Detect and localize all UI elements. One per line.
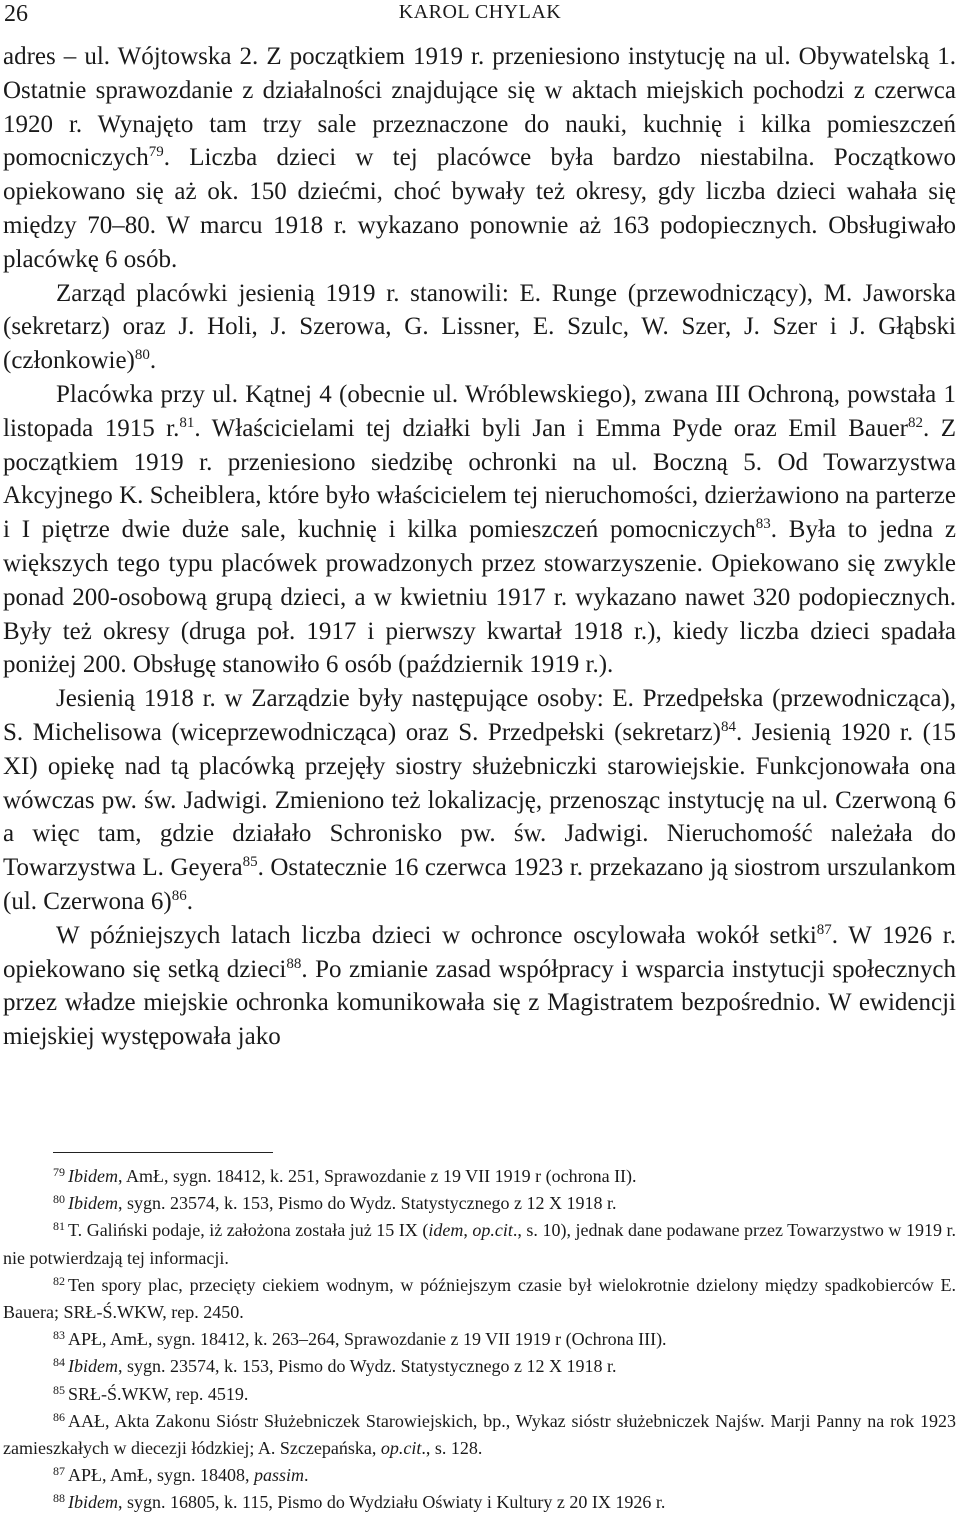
footnote-ref: 84	[720, 718, 736, 735]
footnote-ref: 87	[816, 921, 832, 938]
footnote-81: $^{81}$ T. Galiński podaje, iż założona została już 15 IX (idem, op.cit., s. 10), jednak dane podawane przez Towarzystwo w 1919 r. nie potwierdzają tej informacji.	[3, 1219, 957, 1268]
footnote-80: $^{80}$ Ibidem, sygn. 23574, k. 153, Pismo do Wydz. Statystycznego z 12 X 1918 r.	[53, 1192, 617, 1214]
footnote-ref: 88	[286, 955, 302, 972]
footnote-86: $^{86}$ AAŁ, Akta Zakonu Sióstr Służebniczek Starowiejskich, bp., Wykaz sióstr służebniczek Najśw. Marji Panny na rok 1923 zamieszkałych w diecezji łódzkiej; A. Szczepańska, op.cit., s. 128.	[3, 1409, 956, 1459]
footnote-ref: 86	[171, 887, 187, 904]
paragraph: W późniejszych latach liczba dzieci w ochronce oscylowała wokół setki$^{87}$. W 1926 r. opiekowano się setką dzieci$^{88}$. Po zmianie zasad współpracy i wsparcia instytucji społecznych przez władze miejskie ochronka komunikowała się z Magistratem bezpośrednio. W ewidencji miejskiej występowała jako	[3, 921, 956, 1051]
footnote-84: $^{84}$ Ibidem, sygn. 23574, k. 153, Pismo do Wydz. Statystycznego z 12 X 1918 r.	[53, 1355, 617, 1377]
footnote-88: $^{88}$ Ibidem, sygn. 16805, k. 115, Pismo do Wydziału Oświaty i Kultury z 20 IX 1926 r.	[53, 1491, 666, 1513]
footnote-ref: 82	[908, 414, 923, 431]
footnote-ref: 79	[148, 144, 164, 161]
page-header	[0, 0, 960, 36]
footnote-ref: 83	[755, 516, 771, 533]
footnote-ref: 80	[134, 347, 150, 364]
paragraph: Zarząd placówki jesienią 1919 r. stanowili: E. Runge (przewodniczący), M. Jaworska (sekretarz) oraz J. Holi, J. Szerowa, G. Lissner, E. Szulc, W. Szer, J. Szer i J. Głąbski (członkowie)$^{80}$.	[3, 279, 956, 375]
page-number: 26	[4, 1, 28, 27]
paragraph: adres – ul. Wójtowska 2. Z początkiem 1919 r. przeniesiono instytucję na ul. Obywatelską 1. Ostatnie sprawozdanie z działalności znajdujące się w aktach miejskich pochodzi z czerwca 1920 r. Wynajęto tam trzy sale przeznaczone do nauki, kuchnię i kilka pomieszczeń pomocniczych$^{79}$. Liczba dzieci w tej placówce była bardzo niestabilna. Początkowo opiekowano się aż ok. 150 dziećmi, choć bywały też okresy, gdy liczba dzieci wahała się między 70–80. W marcu 1918 r. wykazano ponownie aż 163 podopiecznych. Obsługiwało placówkę 6 osób.	[3, 43, 956, 273]
body-text	[3, 40, 956, 1054]
footnote-ref: 81	[179, 414, 195, 431]
paragraph: Jesienią 1918 r. w Zarządzie były następujące osoby: E. Przedpełska (przewodnicząca), S. Michelisowa (wiceprzewodnicząca) oraz S. Przedpełski (sekretarz)$^{84}$. Jesienią 1920 r. (15 XI) opiekę nad tą placówką przejęły siostry służebniczki starowiejskie. Funkcjonowała ona wówczas pw. św. Jadwigi. Zmieniono też lokalizację, przenosząc instytucję na ul. Czerwoną 6 a więc tam, gdzie działało Schronisko pw. św. Jadwigi. Nieruchomość należała do Towarzystwa L. Geyera$^{85}$. Ostatecznie 16 czerwca 1923 r. przekazano ją siostrom urszulankom (ul. Czerwona 6)$^{86}$.	[3, 685, 956, 915]
footnote-85: $^{85}$ SRŁ-Ś.WKW, rep. 4519.	[53, 1382, 249, 1404]
running-head: KAROL CHYLAK	[398, 1, 562, 23]
footnote-82: $^{82}$ Ten spory plac, przecięty ciekiem wodnym, w późniejszym czasie był wielokrotnie dzielony między spadkobierców E. Bauera; SRŁ-Ś.WKW, rep. 2450.	[3, 1273, 956, 1323]
footnote-79: $^{79}$ Ibidem, AmŁ, sygn. 18412, k. 251, Sprawozdanie z 19 VII 1919 r (ochrona II).	[53, 1165, 637, 1186]
footnotes	[3, 1163, 956, 1517]
footnote-83: $^{83}$ APŁ, AmŁ, sygn. 18412, k. 263–264, Sprawozdanie z 19 VII 1919 r (Ochrona III).	[53, 1328, 667, 1350]
paragraph: Placówka przy ul. Kątnej 4 (obecnie ul. Wróblewskiego), zwana III Ochroną, powstała 1 listopada 1915 r.$^{81}$. Właścicielami tej działki byli Jan i Emma Pyde oraz Emil Bauer$^{82}$. Z początkiem 1919 r. przeniesiono siedzibę ochronki na ul. Boczną 5. Od Towarzystwa Akcyjnego K. Scheiblera, które było właścicielem tej nieruchomości, dzierżawiono na parterze i I piętrze dwie duże sale, kuchnię i kilka pomieszczeń pomocniczych$^{83}$. Była to jedna z większych tego typu placówek prowadzonych przez stowarzyszenie. Opiekowano się zwykle ponad 200-osobową grupą dzieci, a w kwietniu 1917 r. wykazano nawet 320 podopiecznych. Były też okresy (druga poł. 1917 i pierwszy kwartał 1918 r.), kiedy liczba dzieci spadała poniżej 200. Obsługę stanowiło 6 osób (październik 1919 r.).	[3, 380, 956, 679]
footnote-ref: 85	[242, 854, 258, 871]
footnote-separator	[53, 1152, 273, 1153]
footnote-87: $^{87}$ APŁ, AmŁ, sygn. 18408, passim.	[53, 1464, 309, 1486]
